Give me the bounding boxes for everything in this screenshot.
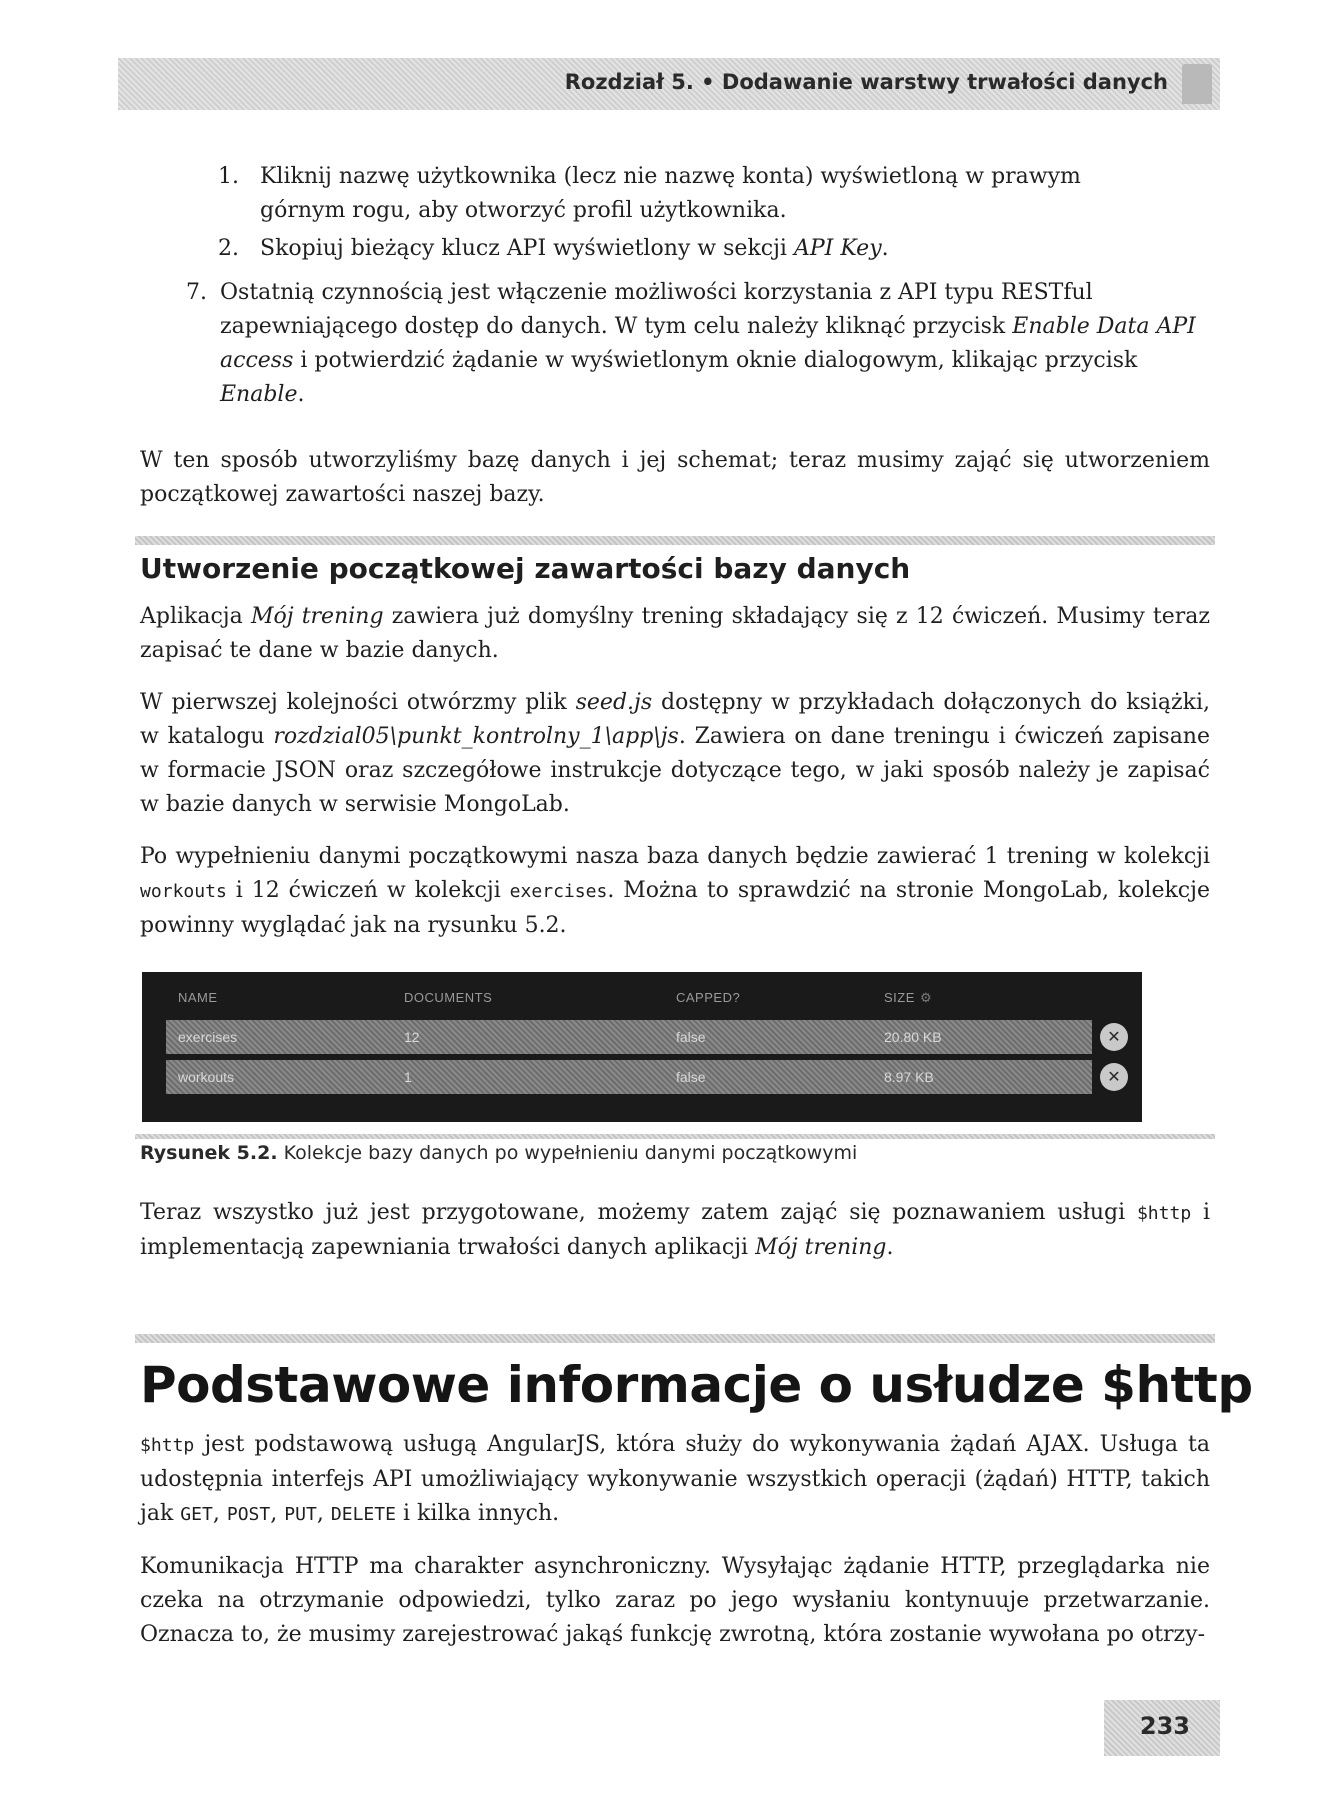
list-text-italic: API Key [793,236,882,261]
section-heading: Utworzenie początkowej zawartości bazy danych [140,552,911,585]
list-text: i potwierdzić żądanie w wyświetlonym oknie dialogowym, klikając przycisk [293,348,1138,373]
text: . Można to sprawdzić na stronie MongoLab, kolekcje powinny wyglądać jak na rysunku 5.2. [140,878,1210,938]
documents-count: 12 [404,1029,420,1045]
section-body [140,600,1210,943]
list-number: 1. [218,164,239,189]
paragraph [140,1196,1210,1265]
text: Aplikacja [140,604,251,629]
caption-divider [135,1134,1215,1139]
list-text-italic: Enable [220,382,298,407]
column-header-name: NAME [178,990,218,1005]
list-text: . [297,382,305,407]
documents-count: 1 [404,1069,412,1085]
text: Po wypełnieniu danymi początkowymi nasza baza danych będzie zawierać 1 trening w kolekcji [140,844,1210,869]
list-text: Kliknij nazwę użytkownika (lecz nie nazwę konta) wyświetloną w prawym górnym rogu, aby otworzyć profil użytkownika. [260,164,1081,223]
section-body [140,1428,1210,1652]
post-figure-paragraph [140,1196,1210,1265]
code-text: workouts [140,881,227,902]
caption-label: Rysunek 5.2. [140,1142,278,1164]
text: i 12 ćwiczeń w kolekcji [226,878,510,903]
paragraph [140,1428,1210,1532]
italic-text: Mój trening [755,1235,887,1260]
list-item [218,232,1118,266]
figure-caption [140,1142,857,1164]
code-text: PUT [284,1504,317,1525]
table-row[interactable] [166,1060,1092,1094]
page-number: 233 [1139,1712,1190,1740]
column-header-size: SIZE [884,990,915,1005]
list-item [218,160,1118,228]
paragraph [140,686,1210,822]
text: i kilka innych. [396,1501,560,1526]
paragraph: Komunikacja HTTP ma charakter asynchroniczny. Wysyłając żądanie HTTP, przeglądarka nie czeka na otrzymanie odpowiedzi, tylko zaraz po jego wysłaniu kontynuuje przetwarzanie. Oznacza to, że musimy zarejestrować jakąś funkcję zwrotną, która zostanie wywołana po otrzy- [140,1554,1210,1647]
size-value: 20.80 KB [884,1029,942,1045]
column-header-capped: CAPPED? [676,990,741,1005]
paragraph-text: W ten sposób utworzyliśmy bazę danych i jej schemat; teraz musimy zająć się utworzeniem początkowej zawartości naszej bazy. [140,448,1210,507]
text: zawiera już domyślny trening składający się z 12 ćwiczeń. Musimy teraz zapisać te dane w bazie danych. [140,604,1211,663]
list-text: . [881,236,889,261]
step-list [186,276,1216,416]
code-text: $http [140,1435,195,1456]
collection-name[interactable]: workouts [178,1069,235,1085]
section-divider [135,1334,1215,1343]
italic-text: rozdzial05\punkt_kontrolny_1\app\js [273,724,679,749]
text: dostępny w przykładach dołączonych do książki, w katalogu [140,690,1210,749]
code-text: $http [1136,1203,1192,1224]
delete-icon[interactable]: ✕ [1100,1023,1128,1051]
delete-icon[interactable]: ✕ [1100,1063,1128,1091]
code-text: POST [226,1504,271,1525]
collection-name[interactable]: exercises [178,1029,238,1045]
code-text: GET [180,1504,213,1525]
code-text: DELETE [330,1504,396,1525]
main-heading: Podstawowe informacje o usłudze $http [140,1356,1253,1414]
text: , [270,1501,285,1526]
list-number: 2. [218,236,239,261]
list-number: 7. [186,280,207,305]
page-number-box [1104,1700,1220,1756]
text: . [886,1235,894,1260]
italic-text: seed.js [575,690,653,715]
text: , [212,1501,227,1526]
text: , [316,1501,331,1526]
sub-step-list [218,160,1118,270]
sort-icon: ⚙ [920,990,933,1005]
table-row[interactable] [166,1020,1092,1054]
text: . Zawiera on dane treningu i ćwiczeń zapisane w formacie JSON oraz szczegółowe instrukcje dotyczące tego, w jaki sposób należy je zapisać w bazie danych w serwisie MongoLab. [140,724,1210,817]
list-text: Skopiuj bieżący klucz API wyświetlony w sekcji [260,236,794,261]
capped-value: false [676,1069,706,1085]
text: i implementacją zapewniania trwałości danych aplikacji [140,1200,1211,1260]
running-header [118,58,1220,110]
section-divider [135,536,1215,545]
list-text-italic: Enable Data API access [220,314,1196,373]
capped-value: false [676,1029,706,1045]
header-tab-marker [1182,64,1212,104]
chapter-title: Rozdział 5. • Dodawanie warstwy trwałości danych [564,70,1168,94]
list-item [186,276,1216,412]
italic-text: Mój trening [250,604,384,629]
code-text: exercises [509,881,608,902]
summary-paragraph [140,444,1210,512]
column-header-documents: DOCUMENTS [404,990,493,1005]
size-value: 8.97 KB [884,1069,934,1085]
paragraph [140,840,1210,943]
text: Teraz wszystko już jest przygotowane, możemy zatem zająć się poznawaniem usługi [140,1200,1137,1225]
caption-text: Kolekcje bazy danych po wypełnieniu danymi początkowymi [277,1142,858,1164]
text: jest podstawową usługą AngularJS, która służy do wykonywania żądań AJAX. Usługa ta udostępnia interfejs API umożliwiający wykonywanie wszystkich operacji (żądań) HTTP, takich jak [140,1432,1210,1526]
figure-collections-screenshot [142,972,1142,1122]
paragraph [140,600,1210,668]
text: W pierwszej kolejności otwórzmy plik [140,690,576,715]
list-text: Ostatnią czynnością jest włączenie możliwości korzystania z API typu RESTful zapewniającego dostęp do danych. W tym celu należy kliknąć przycisk [220,280,1093,339]
